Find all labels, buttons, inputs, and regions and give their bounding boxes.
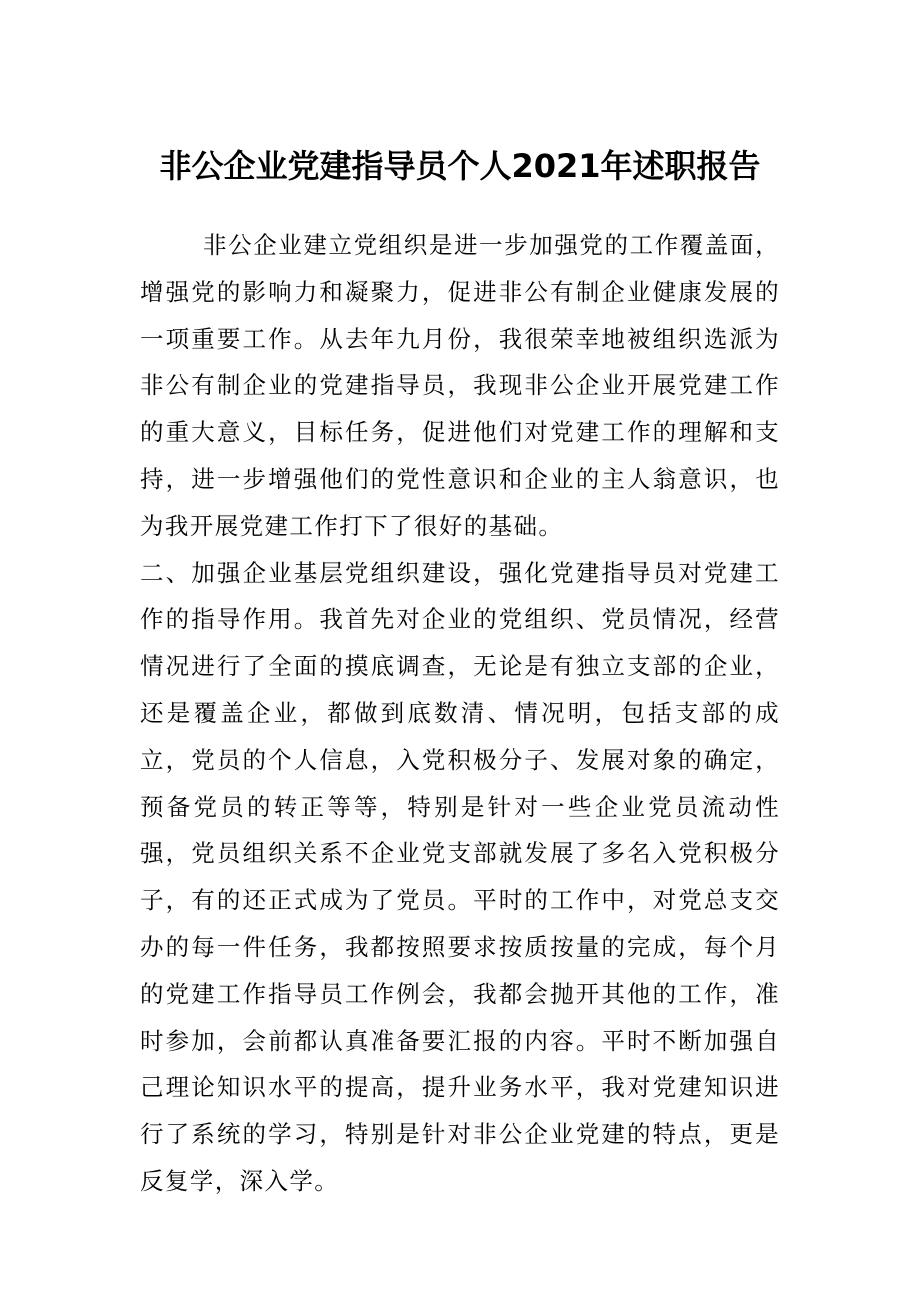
paragraph-section-two: 二、加强企业基层党组织建设，强化党建指导员对党建工作的指导作用。我首先对企业的党组织、党员情况，经营情况进行了全面的摸底调查，无论是有独立支部的企业，还是覆盖企业，都做到底数清、情况明，包括支部的成立，党员的个人信息，入党积极分子、发展对象的确定，预备党员的转正等等，特别是针对一些企业党员流动性强，党员组织关系不企业党支部就发展了多名入党积极分子，有的还正式成为了党员。平时的工作中，对党总支交办的每一件任务，我都按照要求按质按量的完成，每个月的党建工作指导员工作例会，我都会抛开其他的工作，准时参加，会前都认真准备要汇报的内容。平时不断加强自己理论知识水平的提高，提升业务水平，我对党建知识进行了系统的学习，特别是针对非公企业党建的特点，更是反复学，深入学。	[140, 558, 780, 1195]
document-title: 非公企业党建指导员个人2021年述职报告	[159, 147, 761, 185]
paragraph-intro: 非公企业建立党组织是进一步加强党的工作覆盖面，增强党的影响力和凝聚力，促进非公有制企业健康发展的一项重要工作。从去年九月份，我很荣幸地被组织选派为非公有制企业的党建指导员，我现非公企业开展党建工作的重大意义，目标任务，促进他们对党建工作的理解和支持，进一步增强他们的党性意识和企业的主人翁意识，也为我开展党建工作打下了很好的基础。	[140, 231, 780, 540]
document-body	[140, 222, 780, 1205]
